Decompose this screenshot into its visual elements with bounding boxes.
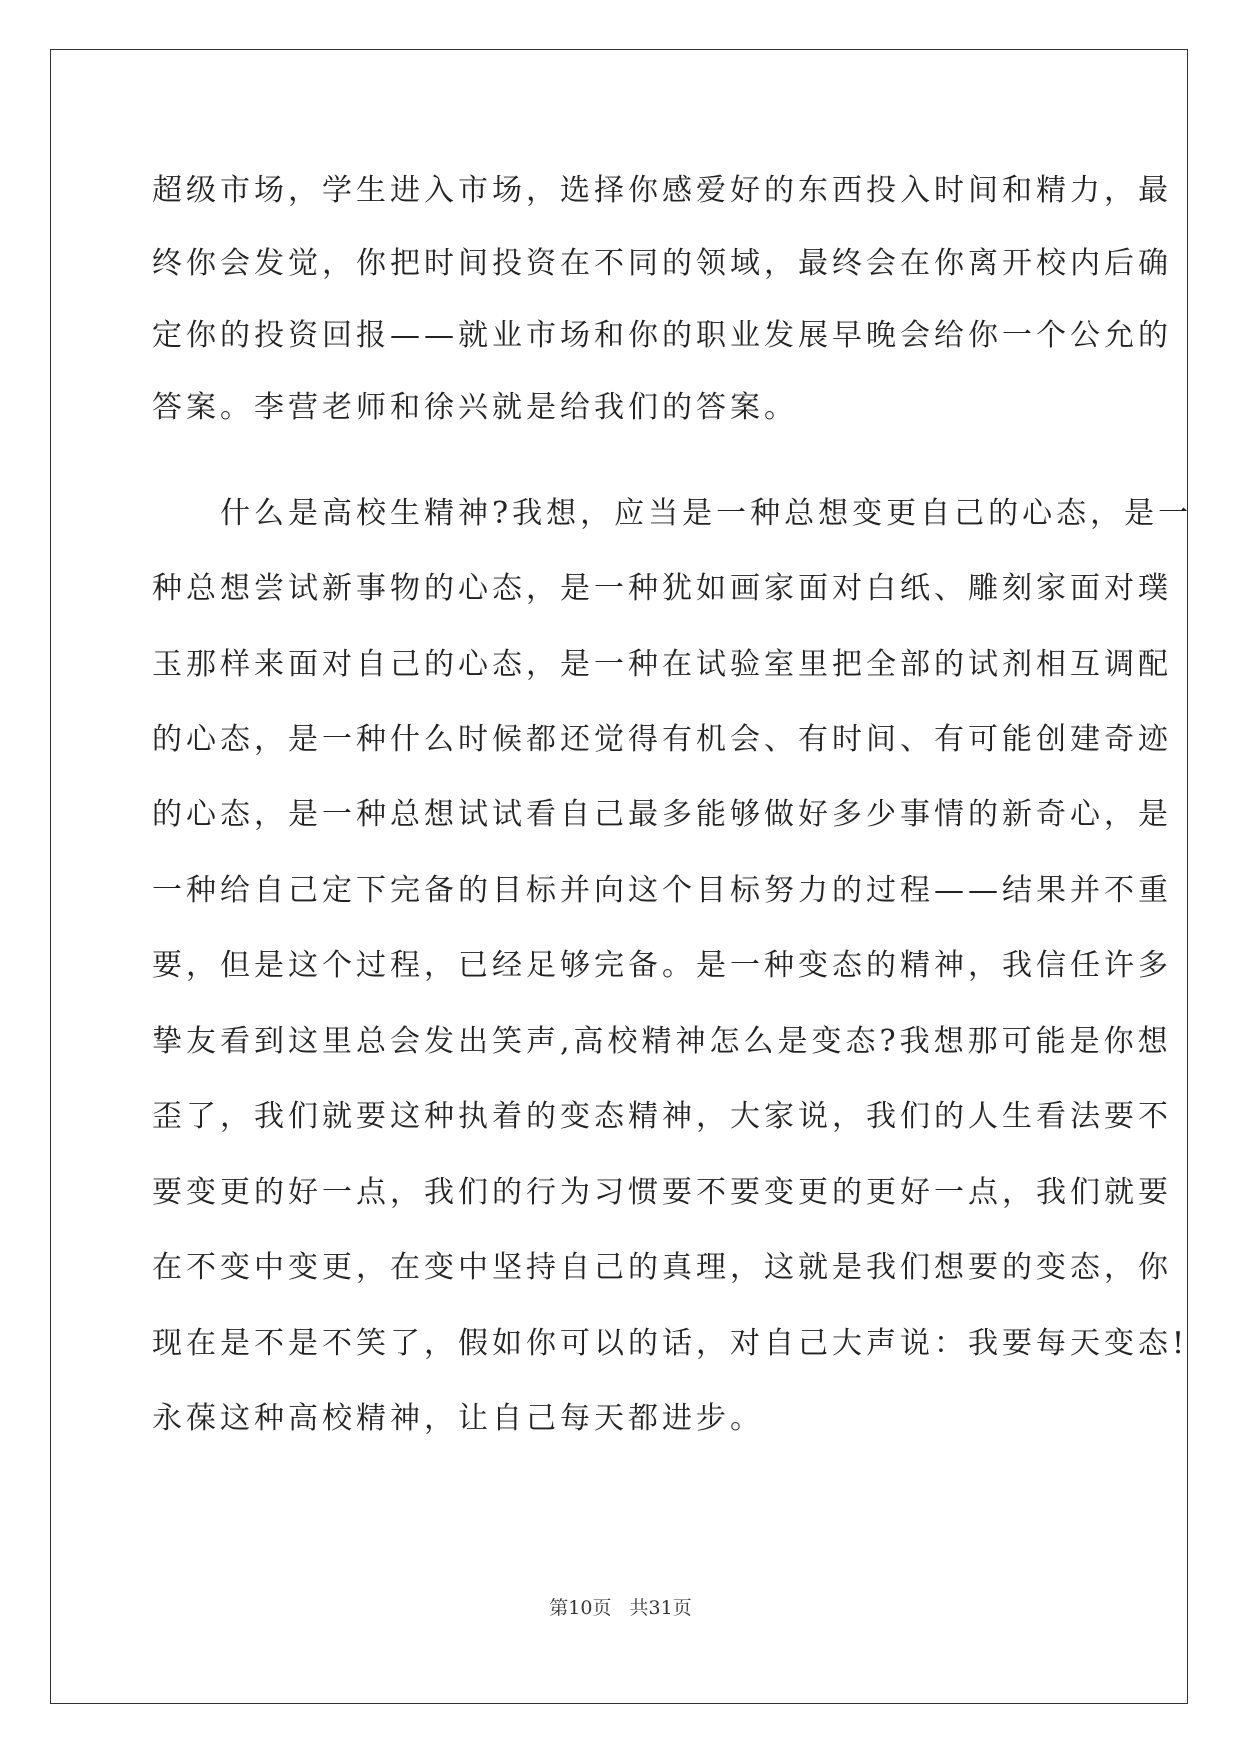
text-line: 歪了，我们就要这种执着的变态精神，大家说，我们的人生看法要不: [152, 1099, 1172, 1134]
text-line: 答案。李营老师和徐兴就是给我们的答案。: [152, 390, 798, 425]
text-line: 玉那样来面对自己的心态，是一种在试验室里把全部的试剂相互调配: [152, 647, 1172, 682]
text-line: 现在是不是不笑了，假如你可以的话，对自己大声说：我要每天变态!: [152, 1326, 1189, 1361]
text-line: 挚友看到这里总会发出笑声,高校精神怎么是变态?我想那可能是你想: [152, 1024, 1172, 1059]
text-line: 要，但是这个过程，已经足够完备。是一种变态的精神，我信任许多: [152, 948, 1172, 983]
text-line: 一种给自己定下完备的目标并向这个目标努力的过程——结果并不重: [152, 873, 1172, 908]
text-line: 定你的投资回报——就业市场和你的职业发展早晚会给你一个公允的: [152, 318, 1172, 353]
page-number: 第10页: [549, 1597, 612, 1619]
text-line: 永葆这种高校精神，让自己每天都进步。: [152, 1401, 764, 1436]
text-line: 在不变中变更，在变中坚持自己的真理，这就是我们想要的变态，你: [152, 1250, 1172, 1285]
text-line: 超级市场，学生进入市场，选择你感爱好的东西投入时间和精力，最: [152, 173, 1172, 208]
text-line: 种总想尝试新事物的心态，是一种犹如画家面对白纸、雕刻家面对璞: [152, 571, 1172, 606]
page-footer: [0, 1596, 1241, 1620]
text-line: 要变更的好一点，我们的行为习惯要不要变更的更好一点，我们就要: [152, 1175, 1172, 1210]
text-line: 的心态，是一种什么时候都还觉得有机会、有时间、有可能创建奇迹: [152, 722, 1172, 757]
text-line: 终你会发觉，你把时间投资在不同的领域，最终会在你离开校内后确: [152, 246, 1172, 281]
text-line: 什么是高校生精神?我想，应当是一种总想变更自己的心态，是一: [152, 496, 1193, 531]
text-line: 的心态，是一种总想试试看自己最多能够做好多少事情的新奇心，是: [152, 797, 1172, 832]
page-total: 共31页: [629, 1597, 692, 1619]
